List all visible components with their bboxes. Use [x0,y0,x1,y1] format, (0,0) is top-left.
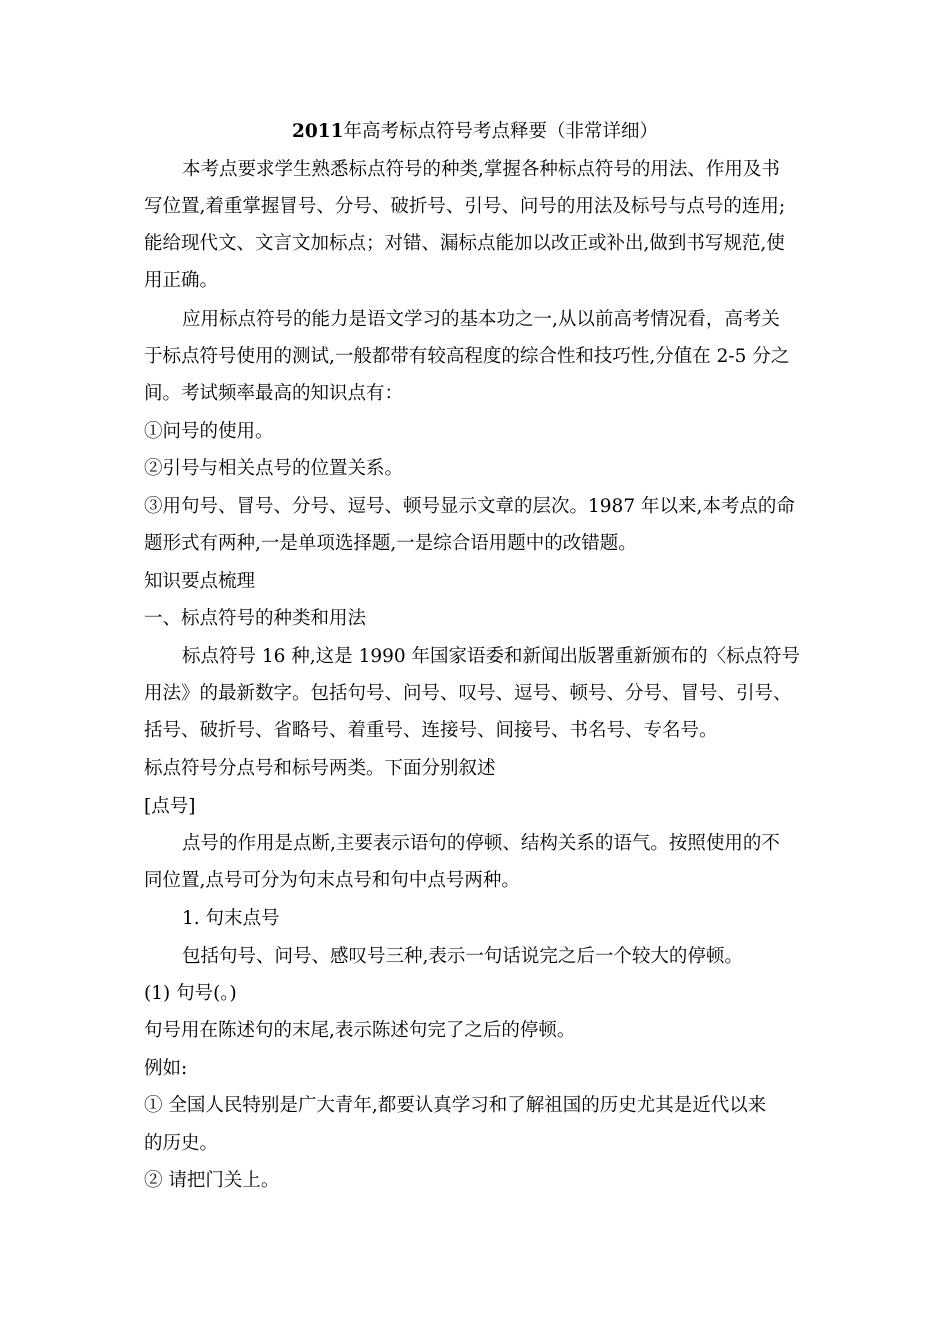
intro-paragraph-line: 能给现代文、文言文加标点；对错、漏标点能加以改正或补出,做到书写规范,使 [144,233,785,254]
body-paragraph-line: 应用标点符号的能力是语文学习的基本功之一,从以前高考情况看，高考关 [182,309,780,330]
example-item: ① 全国人民特别是广大青年,都要认真学习和了解祖国的历史尤其是近代以来 [144,1095,767,1116]
intro-paragraph-line: 本考点要求学生熟悉标点符号的种类,掌握各种标点符号的用法、作用及书 [182,159,780,180]
intro-paragraph-line: 用正确。 [144,270,219,291]
subsection-heading: 1. 句末点号 [182,908,280,929]
example-item-continued: 的历史。 [144,1133,219,1154]
subsection-heading: (1) 句号(。) [144,983,237,1004]
list-item: ③用句号、冒号、分号、逗号、顿号显示文章的层次。1987 年以来,本考点的命 [144,496,795,517]
list-item: ①问号的使用。 [144,421,274,442]
body-paragraph-line: 于标点符号使用的测试,一般都带有较高程度的综合性和技巧性,分值在 2-5 分之 [144,346,790,367]
list-item-continued: 题形式有两种,一是单项选择题,一是综合语用题中的改错题。 [144,533,637,554]
section-heading: 一、标点符号的种类和用法 [144,608,367,629]
subsection-heading: [点号] [144,796,196,817]
example-item: ② 请把门关上。 [144,1170,280,1191]
body-paragraph-line: 同位置,点号可分为句末点号和句中点号两种。 [144,870,520,891]
body-paragraph-line: 标点符号分点号和标号两类。下面分别叙述 [144,758,496,779]
body-paragraph-line: 句号用在陈述句的末尾,表示陈述句完了之后的停顿。 [144,1020,576,1041]
body-paragraph-line: 点号的作用是点断,主要表示语句的停顿、结构关系的语气。按照使用的不 [182,833,780,854]
body-paragraph-line: 标点符号 16 种,这是 1990 年国家语委和新闻出版署重新颁布的〈标点符号 [182,646,801,667]
example-label: 例如: [144,1058,188,1079]
document-title [0,120,950,144]
intro-paragraph-line: 写位置,着重掌握冒号、分号、破折号、引号、问号的用法及标号与点号的连用; [144,196,786,217]
body-paragraph-line: 用法》的最新数字。包括句号、问号、叹号、逗号、顿号、分号、冒号、引号、 [144,683,792,704]
body-paragraph-line: 包括句号、问号、感叹号三种,表示一句话说完之后一个较大的停顿。 [182,946,743,967]
body-paragraph-line: 间。考试频率最高的知识点有： [144,383,404,404]
title-text: 年高考标点符号考点释要（非常详细） [343,121,658,142]
list-item: ②引号与相关点号的位置关系。 [144,458,404,479]
body-paragraph-line: 括号、破折号、省略号、着重号、连接号、间接号、书名号、专名号。 [144,720,718,741]
title-year: 2011 [291,121,344,142]
section-heading: 知识要点梳理 [144,571,256,592]
